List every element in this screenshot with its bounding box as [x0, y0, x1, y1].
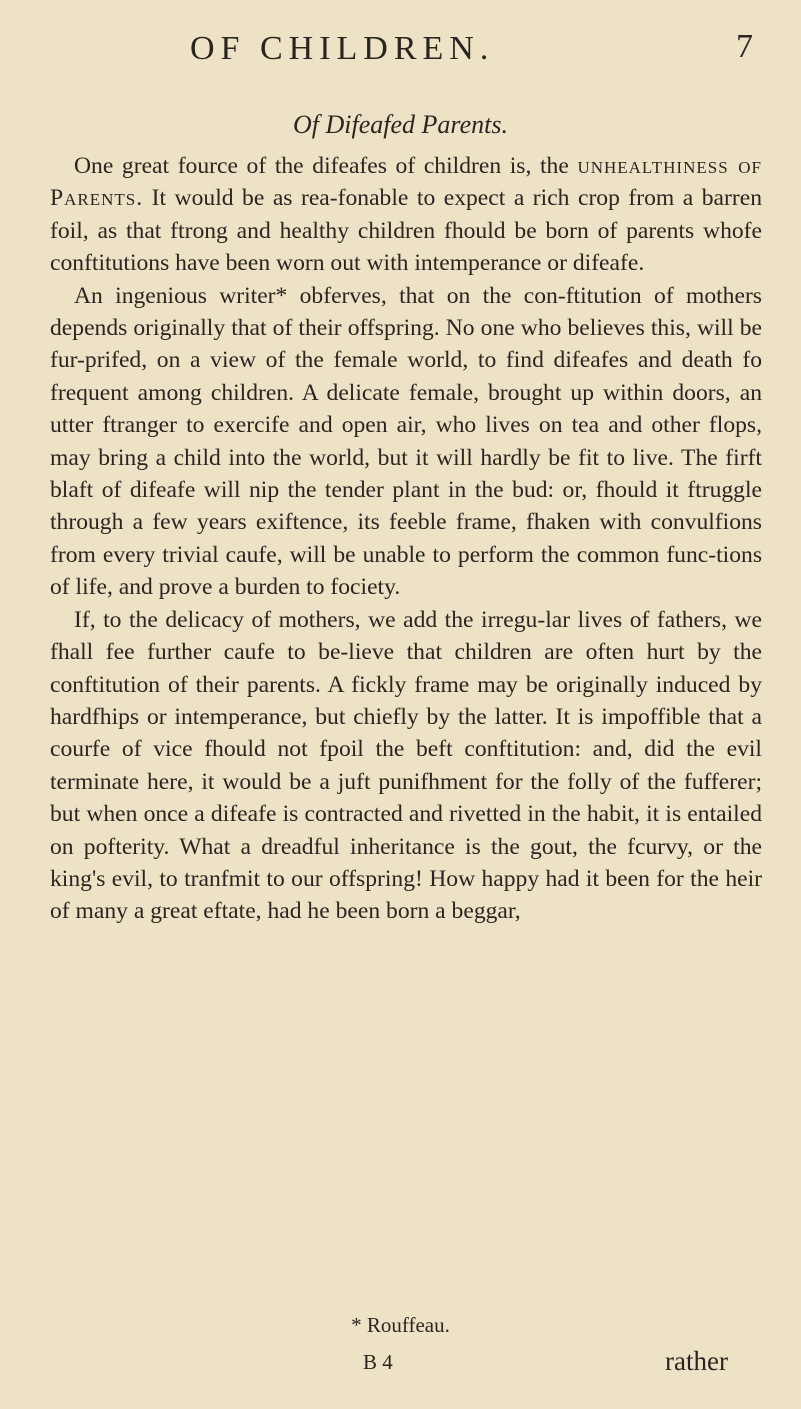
section-title: Of Difeafed Parents.: [293, 110, 508, 139]
paragraph-1-rest: It would be as rea-fonable to expect a rich crop from a barren foil, as that ftrong and healthy children fhould be born of parents whofe conftitutions have been worn out with intemperance or difeafe.: [50, 185, 762, 277]
page-number: 7: [736, 28, 753, 65]
paragraph-1-smallcaps: unhealthiness of Parents.: [50, 153, 762, 212]
signature-mark: B 4: [363, 1350, 393, 1374]
paragraph-2: An ingenious writer* obferves, that on the con-ftitution of mothers depends originally that of their offspring. No one who believes this, will be fur-prifed, on a view of the female world, to find difeafes and death fo frequent among children. A delicate female, brought up within doors, an utter ftranger to exercife and open air, who lives on tea and other flops, may bring a child into the world, but it will hardly be fit to live. The firft blaft of difeafe will nip the tender plant in the bud: or, fhould it ftruggle through a few years exiftence, its feeble frame, fhaken with convulfions from every trivial caufe, will be unable to perform the common func-tions of life, and prove a burden to fociety.: [50, 282, 762, 601]
paragraph-1-start: One great fource of the difeafes of children is, the: [74, 153, 578, 179]
footnote: * Rouffeau.: [351, 1313, 450, 1337]
body-text: [50, 150, 762, 928]
catchword: rather: [665, 1346, 728, 1376]
paragraph-1: [50, 150, 762, 280]
running-head: OF CHILDREN.: [190, 30, 495, 67]
paragraph-3: If, to the delicacy of mothers, we add the irregu-lar lives of fathers, we fhall fee further caufe to be-lieve that children are often hurt by the conftitution of their parents. A fickly frame may be originally induced by hardfhips or intemperance, but chiefly by the latter. It is impoffible that a courfe of vice fhould not fpoil the beft conftitution: and, did the evil terminate here, it would be a juft punifhment for the folly of the fufferer; but when once a difeafe is contracted and rivetted in the habit, it is entailed on pofterity. What a dreadful inheritance is the gout, the fcurvy, or the king's evil, to tranfmit to our offspring! How happy had it been for the heir of many a great eftate, had he been born a beggar,: [50, 606, 762, 925]
